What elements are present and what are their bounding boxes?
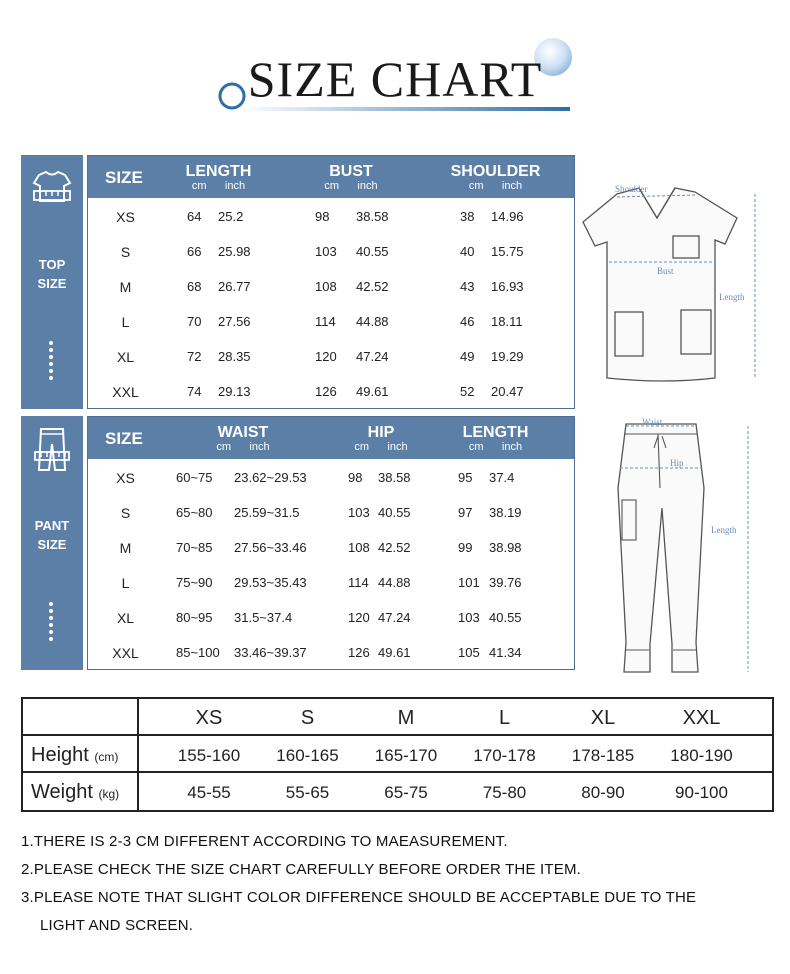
hw-size-header: M — [397, 707, 415, 729]
size-header: SIZE — [105, 168, 143, 187]
value-cell: 66 — [187, 244, 202, 259]
value-cell: 40 — [460, 244, 475, 259]
unit-cm: cm — [216, 441, 232, 453]
height-unit: (cm) — [94, 750, 119, 764]
value-cell: 105 — [458, 645, 480, 660]
pant-table-header — [88, 417, 574, 459]
height-value: 180-190 — [670, 746, 733, 765]
value-cell: 114 — [348, 575, 369, 590]
unit-inch: inch — [249, 441, 270, 453]
waist-header-title: WAIST — [217, 424, 269, 441]
bust-header — [296, 163, 406, 193]
waist-header — [188, 424, 298, 454]
value-cell: 126 — [315, 384, 337, 399]
value-cell: 103 — [458, 610, 480, 625]
pant-row — [88, 460, 574, 495]
height-row-label — [31, 744, 118, 767]
hip-header-title: HIP — [367, 424, 395, 441]
value-cell: 103 — [315, 244, 337, 259]
value-cell: 20.47 — [491, 384, 524, 399]
shoulder-header-title: SHOULDER — [450, 163, 541, 180]
size-cell: L — [121, 314, 130, 330]
unit-inch: inch — [387, 441, 408, 453]
unit-cm: cm — [324, 180, 340, 192]
pant-length-diagram-label: Length — [711, 525, 737, 535]
top-row — [88, 234, 574, 269]
height-value: 178-185 — [571, 746, 635, 765]
value-cell: 44.88 — [356, 314, 389, 329]
pant-row — [88, 565, 574, 600]
size-cell: XS — [116, 209, 135, 225]
value-cell: 41.34 — [489, 645, 522, 660]
value-cell: 49 — [460, 349, 475, 364]
pant-length-header — [438, 424, 553, 454]
size-cell: XXL — [112, 645, 139, 661]
value-cell: 25.59~31.5 — [234, 505, 300, 520]
value-cell: 33.46~39.37 — [234, 645, 307, 660]
value-cell: 39.76 — [489, 575, 522, 590]
value-cell: 38 — [460, 209, 475, 224]
height-value: 155-160 — [177, 746, 241, 765]
value-cell: 26.77 — [218, 279, 251, 294]
size-cell: L — [121, 575, 130, 591]
top-table-header — [88, 156, 574, 198]
value-cell: 43 — [460, 279, 475, 294]
value-cell: 103 — [348, 505, 370, 520]
value-cell: 46 — [460, 314, 475, 329]
hw-size-header: XS — [195, 707, 223, 729]
value-cell: 68 — [187, 279, 202, 294]
weight-value: 65-75 — [384, 783, 428, 802]
value-cell: 98 — [315, 209, 330, 224]
top-row — [88, 339, 574, 374]
unit-cm: cm — [468, 441, 484, 453]
pant-row — [88, 530, 574, 565]
value-cell: 44.88 — [378, 575, 411, 590]
unit-inch: inch — [224, 180, 246, 192]
pant-row — [88, 495, 574, 530]
pant-length-header-title: LENGTH — [462, 424, 529, 441]
size-cell: S — [120, 505, 131, 521]
unit-inch: inch — [501, 441, 523, 453]
value-cell: 25.2 — [218, 209, 244, 224]
value-cell: 52 — [460, 384, 475, 399]
hw-size-header: L — [498, 707, 511, 729]
value-cell: 47.24 — [356, 349, 389, 364]
value-cell: 42.52 — [378, 540, 411, 555]
value-cell: 75~90 — [176, 575, 213, 590]
size-cell: XXL — [112, 384, 139, 400]
value-cell: 70 — [187, 314, 202, 329]
value-cell: 29.53~35.43 — [234, 575, 307, 590]
size-header: SIZE — [105, 429, 143, 448]
value-cell: 101 — [458, 575, 480, 590]
top-row — [88, 304, 574, 339]
height-weight-table — [21, 697, 774, 812]
bust-diagram-label: Bust — [657, 266, 674, 276]
value-cell: 23.62~29.53 — [234, 470, 307, 485]
value-cell: 40.55 — [489, 610, 522, 625]
pant-size-label: PANT SIZE — [34, 518, 70, 552]
pants-measure-icon — [33, 426, 71, 474]
hip-header — [326, 424, 436, 454]
top-size-table — [87, 155, 575, 409]
value-cell: 25.98 — [218, 244, 251, 259]
hw-size-header: S — [300, 707, 315, 729]
value-cell: 108 — [348, 540, 370, 555]
height-value: 160-165 — [276, 746, 339, 765]
value-cell: 120 — [348, 610, 370, 625]
value-cell: 15.75 — [491, 244, 524, 259]
value-cell: 85~100 — [176, 645, 220, 660]
value-cell: 74 — [187, 384, 202, 399]
weight-value: 90-100 — [675, 783, 728, 802]
value-cell: 80~95 — [176, 610, 213, 625]
pant-row — [88, 600, 574, 635]
weight-value: 55-65 — [285, 783, 330, 802]
value-cell: 16.93 — [491, 279, 524, 294]
value-cell: 27.56 — [218, 314, 251, 329]
length-header — [166, 163, 271, 193]
value-cell: 38.98 — [489, 540, 522, 555]
note-1: 1.THERE IS 2-3 CM DIFFERENT ACCORDING TO MAEASUREMENT. — [21, 833, 508, 850]
value-cell: 47.24 — [378, 610, 411, 625]
page-title: SIZE CHART — [247, 51, 543, 107]
value-cell: 114 — [315, 314, 336, 329]
top-row — [88, 374, 574, 409]
top-size-label: TOP SIZE — [37, 257, 67, 291]
value-cell: 49.61 — [378, 645, 411, 660]
weight-value: 75-80 — [482, 783, 527, 802]
length-diagram-label: Length — [719, 292, 745, 302]
size-cell: M — [119, 540, 132, 556]
value-cell: 31.5~37.4 — [234, 610, 293, 625]
size-cell: XS — [116, 470, 135, 486]
hip-diagram-label: Hip — [670, 458, 684, 468]
waist-diagram-label: Waist — [642, 418, 663, 427]
value-cell: 38.58 — [378, 470, 411, 485]
shirt-measure-icon — [31, 167, 73, 209]
height-value: 170-178 — [473, 746, 536, 765]
size-cell: XL — [116, 610, 135, 626]
value-cell: 99 — [458, 540, 473, 555]
top-row — [88, 269, 574, 304]
value-cell: 40.55 — [378, 505, 411, 520]
unit-cm: cm — [468, 180, 484, 192]
size-cell: XL — [116, 349, 135, 365]
value-cell: 29.13 — [218, 384, 251, 399]
weight-label: Weight — [31, 781, 93, 803]
pant-row — [88, 635, 574, 670]
unit-inch: inch — [501, 180, 523, 192]
value-cell: 120 — [315, 349, 337, 364]
dots-decoration — [48, 341, 54, 383]
value-cell: 42.52 — [356, 279, 389, 294]
value-cell: 19.29 — [491, 349, 524, 364]
shirt-diagram — [577, 180, 777, 385]
pant-size-table — [87, 416, 575, 670]
weight-row-label — [31, 781, 119, 804]
value-cell: 14.96 — [491, 209, 524, 224]
note-3: 3.PLEASE NOTE THAT SLIGHT COLOR DIFFERENCE SHOULD BE ACCEPTABLE DUE TO THE — [21, 889, 697, 906]
hw-size-header: XL — [590, 707, 616, 729]
dots-decoration — [48, 602, 54, 644]
length-header-title: LENGTH — [185, 163, 252, 180]
value-cell: 60~75 — [176, 470, 213, 485]
size-cell: M — [119, 279, 132, 295]
value-cell: 64 — [187, 209, 202, 224]
pants-diagram — [600, 418, 780, 680]
value-cell: 37.4 — [489, 470, 515, 485]
value-cell: 38.58 — [356, 209, 389, 224]
weight-value: 45-55 — [187, 783, 231, 802]
value-cell: 49.61 — [356, 384, 389, 399]
value-cell: 65~80 — [176, 505, 213, 520]
value-cell: 27.56~33.46 — [234, 540, 307, 555]
note-2: 2.PLEASE CHECK THE SIZE CHART CAREFULLY BEFORE ORDER THE ITEM. — [21, 861, 582, 878]
height-label: Height — [31, 744, 89, 766]
value-cell: 95 — [458, 470, 473, 485]
shoulder-header — [438, 163, 553, 193]
size-cell: S — [120, 244, 131, 260]
value-cell: 28.35 — [218, 349, 251, 364]
bust-header-title: BUST — [329, 163, 373, 180]
value-cell: 98 — [348, 470, 363, 485]
value-cell: 38.19 — [489, 505, 522, 520]
hw-size-header: XXL — [682, 707, 721, 729]
weight-unit: (kg) — [98, 787, 120, 801]
note-3-continued: LIGHT AND SCREEN. — [40, 917, 194, 934]
value-cell: 108 — [315, 279, 337, 294]
unit-cm: cm — [191, 180, 207, 192]
top-side-panel — [21, 155, 83, 409]
height-value: 165-170 — [374, 746, 438, 765]
pant-side-panel — [21, 416, 83, 670]
unit-inch: inch — [357, 180, 378, 192]
weight-value: 80-90 — [581, 783, 625, 802]
value-cell: 126 — [348, 645, 370, 660]
value-cell: 40.55 — [356, 244, 389, 259]
value-cell: 72 — [187, 349, 202, 364]
unit-cm: cm — [354, 441, 370, 453]
shoulder-diagram-label: Shoulder — [615, 184, 648, 194]
value-cell: 18.11 — [491, 314, 523, 329]
value-cell: 97 — [458, 505, 473, 520]
top-row — [88, 199, 574, 234]
value-cell: 70~85 — [176, 540, 213, 555]
